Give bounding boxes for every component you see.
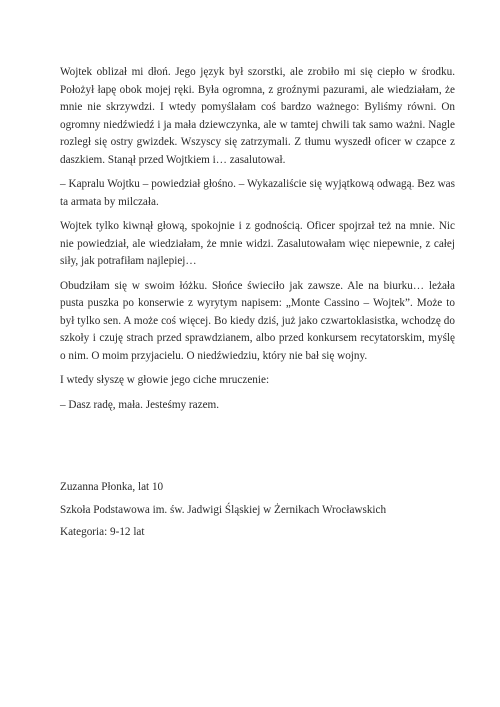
story-paragraph: Obudziłam się w swoim łóżku. Słońce świeciło jak zawsze. Ale na biurku… leżała pusta puszka po konserwie z wyrytym napisem: „Monte Cassino – Wojtek”. Może to był tylko sen. A może coś więcej. Bo kiedy dziś, już jako czwartoklasistka, wchodzę do szkoły i czuję strach przed sprawdzianem, albo przed konkursem recytatorskim, myślę o nim. O moim przyjacielu. O niedźwiedziu, który nie bał się wojny.: [60, 279, 455, 362]
story-paragraph: I wtedy słyszę w głowie jego ciche mruczenie:: [60, 374, 270, 386]
author-name: Zuzanna Płonka, lat 10: [60, 481, 164, 493]
story-text: [60, 64, 455, 421]
story-paragraph: – Kapralu Wojtku – powiedział głośno. – Wykazaliście się wyjątkową odwagą. Bez was ta armata by milczała.: [60, 178, 455, 208]
story-paragraph: Wojtek oblizał mi dłoń. Jego język był szorstki, ale zrobiło mi się ciepło w środku. Położył łapę obok mojej ręki. Była ogromna, z groźnymi pazurami, ale wiedziałam, że mnie nie skrzywdzi. I wtedy pomyślałam coś bardzo ważnego: Byliśmy równi. On ogromny niedźwiedź i ja mała dziewczynka, ale w tamtej chwili tak samo ważni. Nagle rozległ się ostry gwizdek. Wszyscy się zatrzymali. Z tłumu wyszedł oficer w czapce z daszkiem. Stanął przed Wojtkiem i… zasalutował.: [60, 66, 455, 166]
school-name: Szkoła Podstawowa im. św. Jadwigi Śląskiej w Żernikach Wrocławskich: [60, 503, 387, 516]
category-label: Kategoria: 9-12 lat: [60, 526, 145, 538]
story-paragraph: – Dasz radę, mała. Jesteśmy razem.: [60, 398, 220, 411]
story-paragraph: Wojtek tylko kiwnął głową, spokojnie i z godnością. Oficer spojrzał też na mnie. Nic nie powiedział, ale wiedziałam, że mnie widzi. Zasalutowałam więc niepewnie, z całej siły, jak potrafiłam najlepiej…: [60, 220, 455, 267]
author-signature: [60, 479, 460, 547]
